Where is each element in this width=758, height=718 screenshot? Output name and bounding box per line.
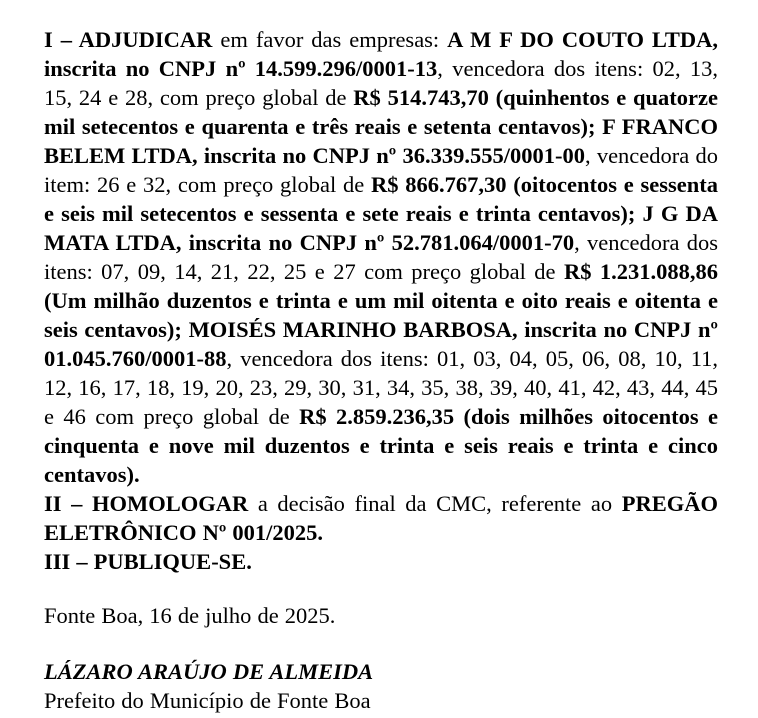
text-run: , vencedora do item: 26 e 32, com preço global de xyxy=(44,143,718,197)
text-run: a decisão final da CMC, referente ao xyxy=(248,491,622,516)
text-run: R$ 866.767,30 (oitocentos e sessenta e seis mil setecentos e sessenta e sete reais e trinta centavos); J G DA MATA LTDA, inscrita no CNPJ nº 52.781.064/0001-70 xyxy=(44,172,718,255)
text-run: R$ 514.743,70 (quinhentos e quatorze mil setecentos e quarenta e três reais e setenta centavos); F FRANCO BELEM LTDA, inscrita no CNPJ nº 36.339.555/0001-00 xyxy=(44,85,718,168)
text-run: , vencedora dos itens: 02, 13, 15, 24 e 28, com preço global de xyxy=(44,56,718,110)
text-run: III – PUBLIQUE-SE. xyxy=(44,549,252,574)
text-run: R$ 1.231.088,86 (Um milhão duzentos e trinta e um mil oitenta e oito reais e oitenta e seis centavos); MOISÉS MARINHO BARBOSA, inscrita no CNPJ nº 01.045.760/0001-88 xyxy=(44,259,718,371)
clause-i-adjudicar xyxy=(44,25,718,489)
text-run: , vencedora dos itens: 07, 09, 14, 21, 22, 25 e 27 com preço global de xyxy=(44,230,718,284)
text-run: , vencedora dos itens: 01, 03, 04, 05, 06, 08, 10, 11, 12, 16, 17, 18, 19, 20, 23, 29, 30, 31, 34, 35, 38, 39, 40, 41, 42, 43, 44, 45 e 46 com preço global de xyxy=(44,346,718,429)
clause-iii-publique-se xyxy=(44,547,718,576)
signature-title xyxy=(44,686,718,715)
text-run: LÁZARO ARAÚJO DE ALMEIDA xyxy=(44,659,374,684)
text-run: Fonte Boa, 16 de julho de 2025. xyxy=(44,603,336,628)
document-body xyxy=(44,25,718,715)
text-run: A M F DO COUTO LTDA, inscrita no CNPJ nº 14.599.296/0001-13 xyxy=(44,27,718,81)
clause-ii-homologar xyxy=(44,489,718,547)
dateline xyxy=(44,601,718,630)
text-run: PREGÃO ELETRÔNICO Nº 001/2025. xyxy=(44,491,718,545)
text-run: R$ 2.859.236,35 (dois milhões oitocentos e cinquenta e nove mil duzentos e trinta e seis reais e trinta e cinco centavos). xyxy=(44,404,718,487)
signature-name xyxy=(44,657,718,686)
text-run: Prefeito do Município de Fonte Boa xyxy=(44,688,371,713)
text-run: I – ADJUDICAR xyxy=(44,27,213,52)
text-run: em favor das empresas: xyxy=(212,27,448,52)
text-run: II – HOMOLOGAR xyxy=(44,491,249,516)
